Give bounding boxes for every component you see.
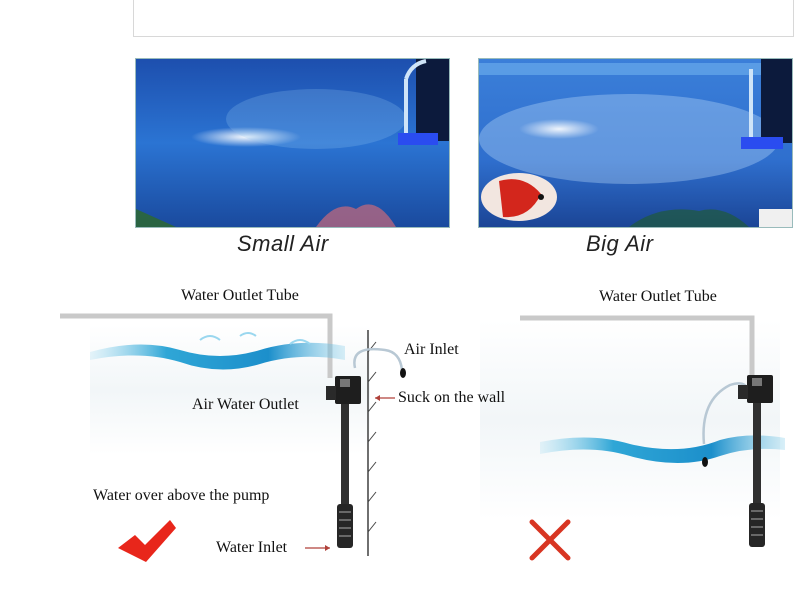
air-water-outlet-label: Air Water Outlet: [192, 396, 299, 413]
water-over-pump-label: Water over above the pump: [93, 487, 270, 504]
small-air-caption: Small Air: [237, 231, 329, 256]
wrong-cross-icon: [532, 522, 568, 558]
wrong-setup-diagram: [480, 318, 785, 558]
water-outlet-tube-label-right: Water Outlet Tube: [599, 288, 717, 305]
pump-tube-right: [753, 403, 761, 503]
correct-check-icon: [118, 520, 176, 562]
air-inlet-label: Air Inlet: [404, 341, 459, 358]
big-air-caption: Big Air: [586, 231, 654, 256]
water-inlet-label: Water Inlet: [216, 539, 288, 556]
water-outlet-tube-label-left: Water Outlet Tube: [181, 287, 299, 304]
air-inlet-nozzle: [400, 368, 406, 378]
suck-on-wall-label: Suck on the wall: [398, 389, 506, 406]
correct-setup-diagram: [60, 316, 406, 562]
air-inlet-nozzle-right: [702, 457, 708, 467]
pump-tube-left: [341, 404, 349, 504]
